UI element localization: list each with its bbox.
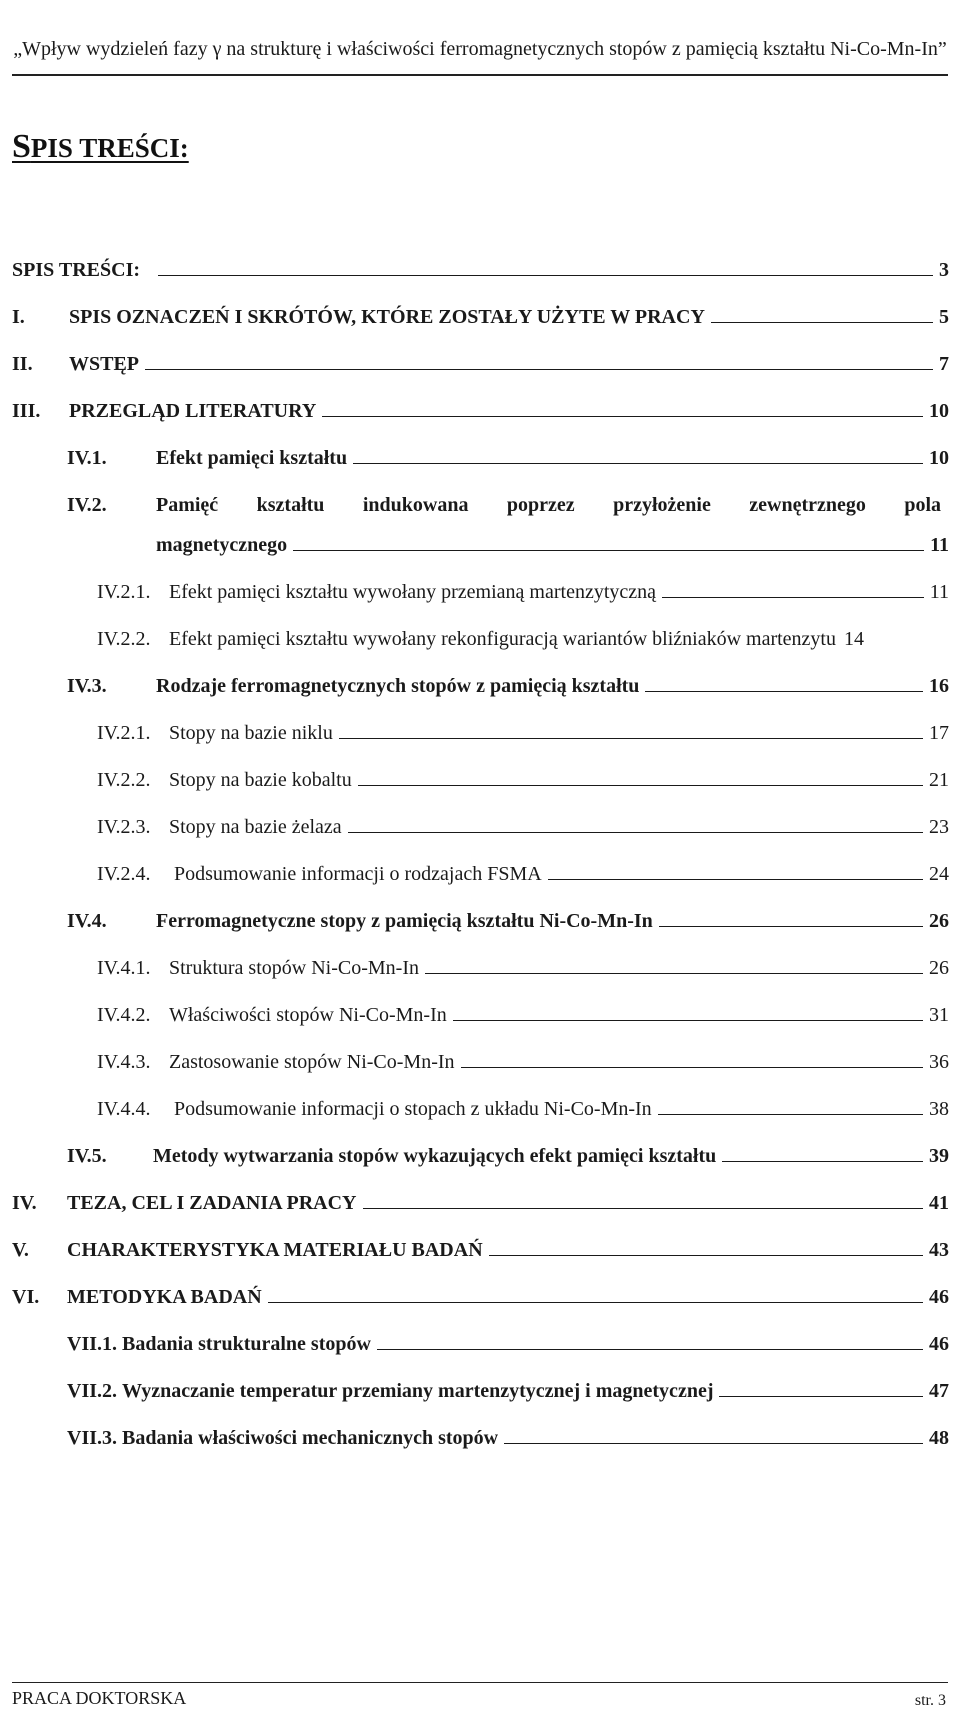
header-rule	[12, 74, 948, 76]
toc-entry-page: 10	[929, 400, 949, 422]
toc-entry-title: Efekt pamięci kształtu wywołany rekonfiguracją wariantów bliźniaków martenzytu	[169, 628, 836, 650]
toc-entry-page: 41	[929, 1192, 949, 1214]
toc-leader-line	[268, 1302, 923, 1303]
toc-entry[interactable]	[67, 487, 949, 517]
toc-leader-line	[293, 550, 924, 551]
toc-entry-page: 46	[929, 1286, 949, 1308]
toc-entry-title: Zastosowanie stopów Ni-Co-Mn-In	[169, 1051, 455, 1073]
toc-entry-number: IV.	[12, 1192, 37, 1214]
toc-entry[interactable]	[97, 809, 949, 839]
toc-entry-page: 24	[929, 863, 949, 885]
toc-entry[interactable]	[12, 1185, 949, 1215]
toc-entry-page: 21	[929, 769, 949, 791]
title-rest: PIS TREŚCI:	[30, 133, 189, 163]
toc-entry-page: 39	[929, 1145, 949, 1167]
toc-entry[interactable]	[12, 393, 949, 423]
toc-entry-title: Podsumowanie informacji o rodzajach FSMA	[174, 863, 542, 885]
footer-label: PRACA DOKTORSKA	[12, 1688, 187, 1708]
toc-leader-line	[662, 597, 924, 598]
toc-entry-title: Stopy na bazie niklu	[169, 722, 333, 744]
toc-entry-title: Pamięć kształtu indukowana poprzez przyłożenie zewnętrznego pola	[156, 494, 941, 516]
toc-entry-number: IV.2.3.	[97, 816, 151, 838]
toc-entry-title: Właściwości stopów Ni-Co-Mn-In	[169, 1004, 447, 1026]
toc-leader-line	[659, 926, 923, 927]
toc-entry[interactable]	[12, 1232, 949, 1262]
toc-entry[interactable]	[12, 299, 949, 329]
toc-leader-line	[339, 738, 923, 739]
toc-entry-page: 17	[929, 722, 949, 744]
toc-entry-number: I.	[12, 306, 25, 328]
toc-entry[interactable]	[97, 621, 949, 651]
toc-entry[interactable]	[97, 997, 949, 1027]
toc-leader-line	[322, 416, 923, 417]
toc-entry-number: VII.2.	[67, 1380, 118, 1402]
toc-entry-title: TEZA, CEL I ZADANIA PRACY	[67, 1192, 357, 1214]
toc-entry-number: IV.2.1.	[97, 581, 151, 603]
toc-leader-line	[722, 1161, 923, 1162]
page-title	[12, 128, 189, 166]
toc-entry-number: II.	[12, 353, 33, 375]
toc-entry-page: 43	[929, 1239, 949, 1261]
toc-entry-page: 5	[939, 306, 949, 328]
toc-entry-number: IV.4.2.	[97, 1004, 151, 1026]
toc-entry[interactable]	[67, 1138, 949, 1168]
toc-entry-number: VII.1.	[67, 1333, 118, 1355]
toc-leader-line	[719, 1396, 923, 1397]
toc-entry-page: 16	[929, 675, 949, 697]
toc-entry-page: 11	[929, 581, 949, 603]
toc-entry[interactable]	[67, 440, 949, 470]
toc-entry[interactable]	[67, 1373, 949, 1403]
toc-entry-page: 26	[929, 957, 949, 979]
toc-entry-number: III.	[12, 400, 41, 422]
toc-entry-number: IV.3.	[67, 675, 107, 697]
page-number: str. 3	[914, 1692, 946, 1709]
toc-entry-number: IV.4.4.	[97, 1098, 151, 1120]
toc-entry-number: IV.2.	[67, 494, 107, 516]
toc-entry-page: 23	[929, 816, 949, 838]
toc-entry-page: 48	[929, 1427, 949, 1449]
toc-leader-line	[358, 785, 923, 786]
toc-entry[interactable]	[97, 762, 949, 792]
running-header: „Wpływ wydzieleń fazy γ na strukturę i właściwości ferromagnetycznych stopów z pamięcią kształtu Ni-Co-Mn-In”	[13, 38, 947, 60]
toc-entry-title: Stopy na bazie żelaza	[169, 816, 342, 838]
toc-entry-number: IV.4.1.	[97, 957, 151, 979]
toc-entry-page: 7	[939, 353, 949, 375]
toc-entry[interactable]	[12, 252, 949, 282]
toc-entry[interactable]	[67, 903, 949, 933]
toc-entry-number: VI.	[12, 1286, 40, 1308]
toc-entry-number: IV.4.	[67, 910, 107, 932]
toc-entry-title: CHARAKTERYSTYKA MATERIAŁU BADAŃ	[67, 1239, 483, 1261]
toc-leader-line	[145, 369, 933, 370]
toc-leader-line	[489, 1255, 923, 1256]
toc-entry-title: PRZEGLĄD LITERATURY	[69, 400, 317, 422]
toc-entry-number: IV.2.4.	[97, 863, 151, 885]
toc-entry-page: 14	[843, 628, 864, 650]
toc-entry[interactable]	[67, 1420, 949, 1450]
toc-leader-line	[363, 1208, 924, 1209]
toc-entry-number: VII.3.	[67, 1427, 118, 1449]
toc-entry[interactable]	[67, 668, 949, 698]
toc-entry-number: V.	[12, 1239, 29, 1261]
toc-entry-title: Stopy na bazie kobaltu	[169, 769, 352, 791]
toc-leader-line	[548, 879, 923, 880]
toc-entry-page: 11	[930, 534, 949, 556]
toc-entry[interactable]	[97, 574, 949, 604]
toc-entry-page: 10	[929, 447, 949, 469]
toc-leader-line	[711, 322, 933, 323]
toc-entry[interactable]	[97, 1044, 949, 1074]
toc-entry-page: 3	[939, 259, 949, 281]
toc-entry[interactable]	[97, 715, 949, 745]
toc-entry-page: 38	[929, 1098, 949, 1120]
toc-entry-number: IV.2.2.	[97, 769, 151, 791]
footer-rule	[12, 1682, 948, 1683]
toc-leader-line	[461, 1067, 923, 1068]
toc-leader-line	[348, 832, 923, 833]
toc-entry[interactable]	[67, 527, 949, 557]
toc-leader-line	[425, 973, 923, 974]
toc-entry-page: 36	[929, 1051, 949, 1073]
toc-leader-line	[353, 463, 923, 464]
toc-entry-title: Rodzaje ferromagnetycznych stopów z pamięcią kształtu	[156, 675, 640, 697]
toc-entry-number: IV.4.3.	[97, 1051, 151, 1073]
toc-entry-page: 31	[929, 1004, 949, 1026]
toc-entry-title: WSTĘP	[69, 353, 140, 375]
toc-leader-line	[377, 1349, 923, 1350]
toc-entry-title: Badania właściwości mechanicznych stopów	[122, 1427, 499, 1449]
toc-leader-line	[658, 1114, 923, 1115]
toc-entry-title: Struktura stopów Ni-Co-Mn-In	[169, 957, 419, 979]
toc-entry-title: Podsumowanie informacji o stopach z układu Ni-Co-Mn-In	[174, 1098, 652, 1120]
toc-entry-title: SPIS OZNACZEŃ I SKRÓTÓW, KTÓRE ZOSTAŁY UŻYTE W PRACY	[69, 306, 705, 328]
toc-entry[interactable]	[97, 856, 949, 886]
toc-entry-title: magnetycznego	[156, 534, 288, 556]
toc-entry[interactable]	[12, 346, 949, 376]
toc-entry[interactable]	[97, 950, 949, 980]
title-initial: S	[12, 128, 31, 165]
toc-entry-page: 47	[929, 1380, 949, 1402]
toc-entry-title: Efekt pamięci kształtu wywołany przemianą martenzytyczną	[169, 581, 657, 603]
toc-entry-number: SPIS TREŚCI:	[12, 259, 141, 281]
toc-entry-title: Badania strukturalne stopów	[122, 1333, 371, 1355]
toc-leader-line	[504, 1443, 923, 1444]
toc-leader-line	[453, 1020, 923, 1021]
toc-entry-number: IV.1.	[67, 447, 107, 469]
toc-entry-page: 26	[929, 910, 949, 932]
toc-entry-title: Wyznaczanie temperatur przemiany martenzytycznej i magnetycznej	[122, 1380, 714, 1402]
toc-entry-number: IV.5.	[67, 1145, 107, 1167]
toc-leader-line	[158, 275, 933, 276]
toc-entry[interactable]	[12, 1279, 949, 1309]
toc-entry-title: Efekt pamięci kształtu	[156, 447, 348, 469]
toc-entry-number: IV.2.2.	[97, 628, 151, 650]
toc-entry[interactable]	[67, 1326, 949, 1356]
toc-entry-page: 46	[929, 1333, 949, 1355]
toc-entry-title: METODYKA BADAŃ	[67, 1286, 262, 1308]
toc-entry-title: Ferromagnetyczne stopy z pamięcią kształtu Ni-Co-Mn-In	[156, 910, 653, 932]
toc-entry[interactable]	[97, 1091, 949, 1121]
toc-entry-title: Metody wytwarzania stopów wykazujących efekt pamięci kształtu	[153, 1145, 717, 1167]
toc-entry-number: IV.2.1.	[97, 722, 151, 744]
toc-leader-line	[645, 691, 923, 692]
